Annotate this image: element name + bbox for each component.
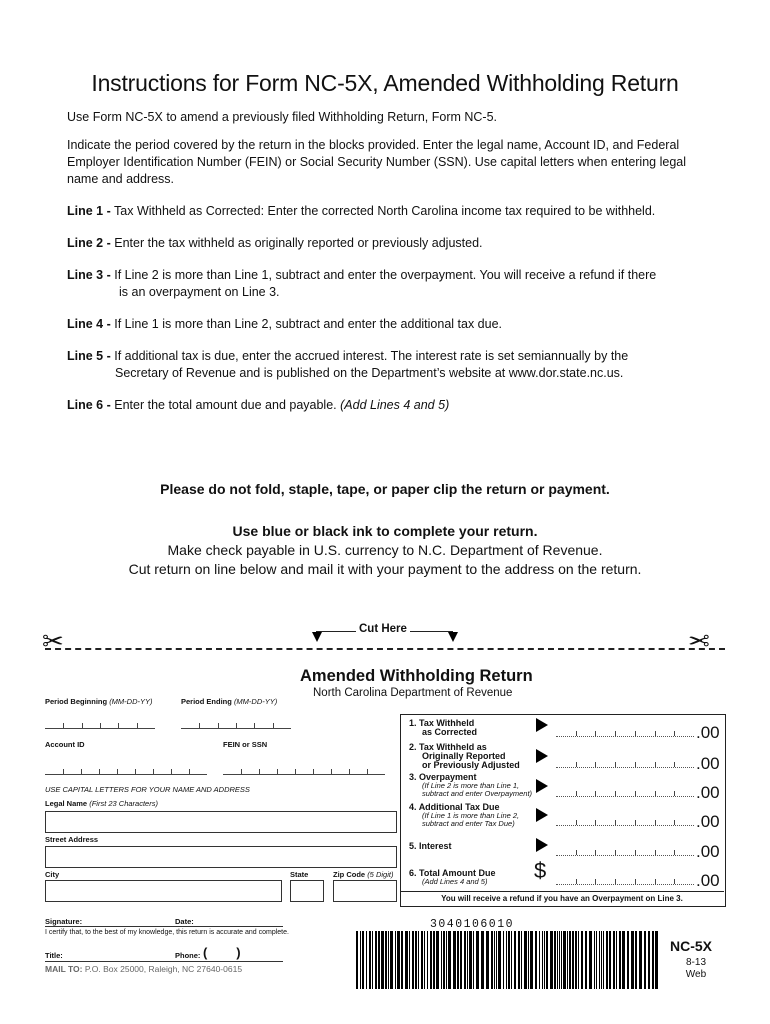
barcode-bar <box>378 931 380 989</box>
cut-line <box>45 648 725 650</box>
field-tick <box>137 723 138 728</box>
cut-arrow-right-icon <box>448 632 458 642</box>
field-tick <box>615 850 616 855</box>
field-tick <box>576 731 577 736</box>
field-tick <box>199 723 200 728</box>
mail-to: MAIL TO: P.O. Box 25000, Raleigh, NC 27640-0615 <box>45 964 243 974</box>
field-tick <box>615 762 616 767</box>
line-1-instruction: Line 1 - Tax Withheld as Corrected: Enter the corrected North Carolina income tax required to be withheld. <box>67 204 656 218</box>
barcode-bar <box>619 931 621 989</box>
barcode-bar <box>467 931 468 989</box>
barcode-bar <box>589 931 592 989</box>
barcode-bar <box>469 931 472 989</box>
barcode-bar <box>441 931 442 989</box>
barcode-bar <box>388 931 389 989</box>
barcode-bar <box>585 931 587 989</box>
zip-label: Zip Code (5 Digit) <box>333 870 394 879</box>
field-tick <box>674 731 675 736</box>
form-title: Amended Withholding Return <box>300 667 533 685</box>
field-tick <box>576 850 577 855</box>
barcode-bar <box>401 931 403 989</box>
line-2-instruction: Line 2 - Enter the tax withheld as originally reported or previously adjusted. <box>67 236 483 250</box>
field-tick <box>117 769 118 774</box>
barcode-bar <box>446 931 447 989</box>
zip-input[interactable] <box>333 880 397 902</box>
barcode-bar <box>372 931 373 989</box>
field-tick <box>655 731 656 736</box>
barcode-bar <box>453 931 456 989</box>
phone-label: Phone: <box>175 951 201 960</box>
barcode-bar <box>430 931 432 989</box>
field-tick <box>236 723 237 728</box>
cut-here-label: Cut Here <box>356 623 410 635</box>
barcode-bar <box>498 931 501 989</box>
barcode-bar <box>530 931 533 989</box>
barcode-bar <box>412 931 414 989</box>
barcode-bar <box>639 931 642 989</box>
date-label: Date: <box>175 917 194 926</box>
line-5-cents: .00 <box>696 842 720 861</box>
state-label: State <box>290 870 309 879</box>
street-address-label: Street Address <box>45 835 99 844</box>
barcode-bar <box>418 931 419 989</box>
line-6-cents: .00 <box>696 871 720 890</box>
field-tick <box>615 731 616 736</box>
field-tick <box>100 723 101 728</box>
line-1-amount[interactable] <box>556 728 694 737</box>
line-6-amount[interactable] <box>556 876 694 885</box>
barcode-bar <box>436 931 439 989</box>
barcode-bar <box>627 931 629 989</box>
barcode-bar <box>609 931 611 989</box>
barcode-bar <box>486 931 489 989</box>
field-tick <box>635 791 636 796</box>
barcode-bar <box>648 931 650 989</box>
barcode-bar <box>544 931 545 989</box>
field-tick <box>349 769 350 774</box>
barcode-bar <box>390 931 393 989</box>
barcode-bar <box>594 931 595 989</box>
barcode-bar <box>381 931 384 989</box>
barcode-bar <box>460 931 462 989</box>
field-tick <box>576 820 577 825</box>
barcode-bar <box>491 931 493 989</box>
dollar-sign-icon: $ <box>534 858 547 883</box>
field-tick <box>171 769 172 774</box>
scissors-icon: ✂ <box>42 626 64 656</box>
field-tick <box>63 769 64 774</box>
line-2-amount[interactable] <box>556 759 694 768</box>
field-tick <box>615 879 616 884</box>
barcode-bar <box>448 931 451 989</box>
arrow-icon <box>536 838 548 852</box>
barcode-bar <box>613 931 615 989</box>
barcode-bar <box>567 931 568 989</box>
field-tick <box>655 791 656 796</box>
line-5-label: 5. Interest <box>409 841 452 851</box>
barcode-bar <box>563 931 566 989</box>
legal-name-label: Legal Name (First 23 Characters) <box>45 799 158 808</box>
line-2-label: 2. Tax Withheld as Originally Reported or Previously Adjusted <box>409 742 520 770</box>
field-tick <box>277 769 278 774</box>
field-tick <box>655 762 656 767</box>
field-tick <box>254 723 255 728</box>
field-tick <box>576 879 577 884</box>
field-tick <box>63 723 64 728</box>
line-4-instruction: Line 4 - If Line 1 is more than Line 2, subtract and enter the additional tax due. <box>67 317 503 331</box>
arrow-icon <box>536 779 548 793</box>
barcode-bar <box>360 931 361 989</box>
account-id-field[interactable] <box>45 766 207 775</box>
field-tick <box>273 723 274 728</box>
line-5-instruction: Line 5 - If additional tax is due, enter the accrued interest. The interest rate is set semiannually by the Secretary of Revenue and is published on the Department’s website at www.dor.state.nc.us. <box>67 349 629 380</box>
barcode-bar <box>554 931 556 989</box>
period-beginning-label: Period Beginning (MM-DD-YY) <box>45 697 153 706</box>
form-web: Web <box>685 969 707 980</box>
barcode-bar <box>421 931 423 989</box>
field-tick <box>655 879 656 884</box>
check-payable-notice: Make check payable in U.S. currency to N.C. Department of Revenue. <box>167 542 603 558</box>
page-title: Instructions for Form NC-5X, Amended Withholding Return <box>91 70 679 96</box>
phone-area-code[interactable]: ( ) <box>203 945 241 960</box>
barcode-bar <box>369 931 371 989</box>
fein-field[interactable] <box>223 766 385 775</box>
barcode-bar <box>616 931 617 989</box>
line-4-cents: .00 <box>696 812 720 831</box>
barcode-bar <box>508 931 510 989</box>
field-tick <box>135 769 136 774</box>
barcode-bar <box>521 931 522 989</box>
barcode-bar <box>557 931 558 989</box>
field-tick <box>331 769 332 774</box>
period-ending-label: Period Ending (MM-DD-YY) <box>181 697 278 706</box>
barcode-bar <box>559 931 560 989</box>
field-tick <box>674 850 675 855</box>
period-beginning-field[interactable] <box>45 720 155 729</box>
barcode-bar <box>572 931 574 989</box>
field-tick <box>595 820 596 825</box>
refund-note: You will receive a refund if you have an Overpayment on Line 3. <box>400 891 724 903</box>
barcode-bar <box>550 931 553 989</box>
line-3-cents: .00 <box>696 783 720 802</box>
barcode-bar <box>356 931 358 989</box>
barcode-bar <box>631 931 634 989</box>
barcode-bar <box>473 931 474 989</box>
barcode-bar <box>606 931 608 989</box>
barcode-bar <box>464 931 466 989</box>
barcode-bar <box>385 931 387 989</box>
city-input[interactable] <box>45 880 282 902</box>
fein-label: FEIN or SSN <box>223 740 268 749</box>
line-6-instruction: Line 6 - Enter the total amount due and payable. (Add Lines 4 and 5) <box>67 398 450 412</box>
barcode <box>356 931 661 991</box>
form-department: North Carolina Department of Revenue <box>313 687 513 699</box>
intro-paragraph-1: Use Form NC-5X to amend a previously filed Withholding Return, Form NC-5. <box>67 110 498 124</box>
account-id-label: Account ID <box>45 740 85 749</box>
intro-paragraph-2: Indicate the period covered by the return in the blocks provided. Enter the legal name, Account ID, and Federal Employer Identification Number (FEIN) or Social Security Number (SSN). Use capital letters when entering legal name and address. <box>67 138 686 186</box>
field-tick <box>595 791 596 796</box>
title-label: Title: <box>45 951 63 960</box>
field-tick <box>576 791 577 796</box>
field-tick <box>81 769 82 774</box>
field-tick <box>635 879 636 884</box>
barcode-bar <box>601 931 602 989</box>
barcode-bar <box>503 931 504 989</box>
field-tick <box>118 723 119 728</box>
field-tick <box>635 731 636 736</box>
field-tick <box>218 723 219 728</box>
line-3-amount[interactable] <box>556 788 694 797</box>
barcode-bar <box>578 931 579 989</box>
barcode-bar <box>542 931 543 989</box>
barcode-bar <box>581 931 583 989</box>
barcode-bar <box>494 931 495 989</box>
barcode-bar <box>514 931 516 989</box>
barcode-bar <box>655 931 658 989</box>
field-tick <box>674 879 675 884</box>
line-1-label: 1. Tax Withheld as Corrected <box>409 718 478 737</box>
barcode-bar <box>561 931 562 989</box>
barcode-bar <box>596 931 597 989</box>
certify-statement: I certify that, to the best of my knowledge, this return is accurate and complete. <box>45 929 289 936</box>
barcode-bar <box>528 931 529 989</box>
line-3-label: 3. Overpayment (If Line 2 is more than Line 1, subtract and enter Overpayment) <box>409 772 533 798</box>
scissors-icon: ✂ <box>688 626 710 656</box>
barcode-bar <box>397 931 400 989</box>
capital-letters-note: USE CAPITAL LETTERS FOR YOUR NAME AND ADDRESS <box>45 785 250 794</box>
barcode-bar <box>644 931 646 989</box>
form-revision: 8-13 <box>685 957 706 968</box>
barcode-bar <box>535 931 537 989</box>
barcode-bar <box>622 931 625 989</box>
barcode-bar <box>511 931 512 989</box>
field-tick <box>241 769 242 774</box>
ink-notice: Use blue or black ink to complete your return. <box>232 523 538 539</box>
field-tick <box>615 791 616 796</box>
field-tick <box>295 769 296 774</box>
line-1-cents: .00 <box>696 723 720 742</box>
arrow-icon <box>536 718 548 732</box>
barcode-bar <box>539 931 540 989</box>
barcode-bar <box>395 931 396 989</box>
barcode-bar <box>635 931 637 989</box>
legal-name-input[interactable] <box>45 811 397 833</box>
barcode-bar <box>518 931 520 989</box>
line-3-instruction: Line 3 - If Line 2 is more than Line 1, subtract and enter the overpayment. You will receive a refund if there is an overpayment on Line 3. <box>67 268 657 299</box>
field-tick <box>674 820 675 825</box>
field-tick <box>595 731 596 736</box>
barcode-bar <box>443 931 445 989</box>
cut-return-notice: Cut return on line below and mail it with your payment to the address on the return. <box>128 561 642 577</box>
barcode-number: 3040106010 <box>430 918 515 931</box>
field-tick <box>595 762 596 767</box>
field-tick <box>635 762 636 767</box>
field-tick <box>595 879 596 884</box>
field-tick <box>367 769 368 774</box>
barcode-bar <box>375 931 377 989</box>
barcode-bar <box>427 931 428 989</box>
field-tick <box>655 820 656 825</box>
state-input[interactable] <box>290 880 324 902</box>
barcode-bar <box>652 931 654 989</box>
barcode-bar <box>424 931 425 989</box>
city-label: City <box>45 870 60 879</box>
form-id: NC-5X <box>670 938 713 954</box>
signature-line[interactable] <box>45 926 283 927</box>
field-tick <box>635 820 636 825</box>
barcode-bar <box>405 931 408 989</box>
barcode-bar <box>599 931 600 989</box>
barcode-bar <box>569 931 571 989</box>
arrow-icon <box>536 749 548 763</box>
field-tick <box>615 820 616 825</box>
title-line[interactable] <box>45 961 283 962</box>
barcode-bar <box>433 931 435 989</box>
line-4-label: 4. Additional Tax Due (If Line 1 is more than Line 2, subtract and enter Tax Due) <box>409 802 520 828</box>
barcode-bar <box>476 931 479 989</box>
street-address-input[interactable] <box>45 846 397 868</box>
signature-label: Signature: <box>45 917 83 926</box>
line-5-amount[interactable] <box>556 847 694 856</box>
field-tick <box>674 762 675 767</box>
field-tick <box>674 791 675 796</box>
barcode-bar <box>524 931 527 989</box>
barcode-bar <box>496 931 497 989</box>
field-tick <box>655 850 656 855</box>
barcode-bar <box>457 931 459 989</box>
field-tick <box>595 850 596 855</box>
do-not-fold-notice: Please do not fold, staple, tape, or paper clip the return or payment. <box>160 481 610 497</box>
field-tick <box>313 769 314 774</box>
field-tick <box>189 769 190 774</box>
barcode-bar <box>481 931 484 989</box>
barcode-bar <box>506 931 507 989</box>
line-4-amount[interactable] <box>556 817 694 826</box>
arrow-icon <box>536 808 548 822</box>
cut-arrow-left-icon <box>312 632 322 642</box>
barcode-bar <box>546 931 548 989</box>
barcode-bar <box>575 931 577 989</box>
field-tick <box>259 769 260 774</box>
barcode-bar <box>603 931 604 989</box>
line-2-cents: .00 <box>696 754 720 773</box>
field-tick <box>153 769 154 774</box>
field-tick <box>82 723 83 728</box>
period-ending-field[interactable] <box>181 720 291 729</box>
line-6-label: 6. Total Amount Due (Add Lines 4 and 5) <box>409 868 496 886</box>
barcode-bar <box>409 931 410 989</box>
field-tick <box>99 769 100 774</box>
field-tick <box>576 762 577 767</box>
barcode-bar <box>362 931 364 989</box>
field-tick <box>635 850 636 855</box>
barcode-bar <box>366 931 367 989</box>
barcode-bar <box>415 931 417 989</box>
